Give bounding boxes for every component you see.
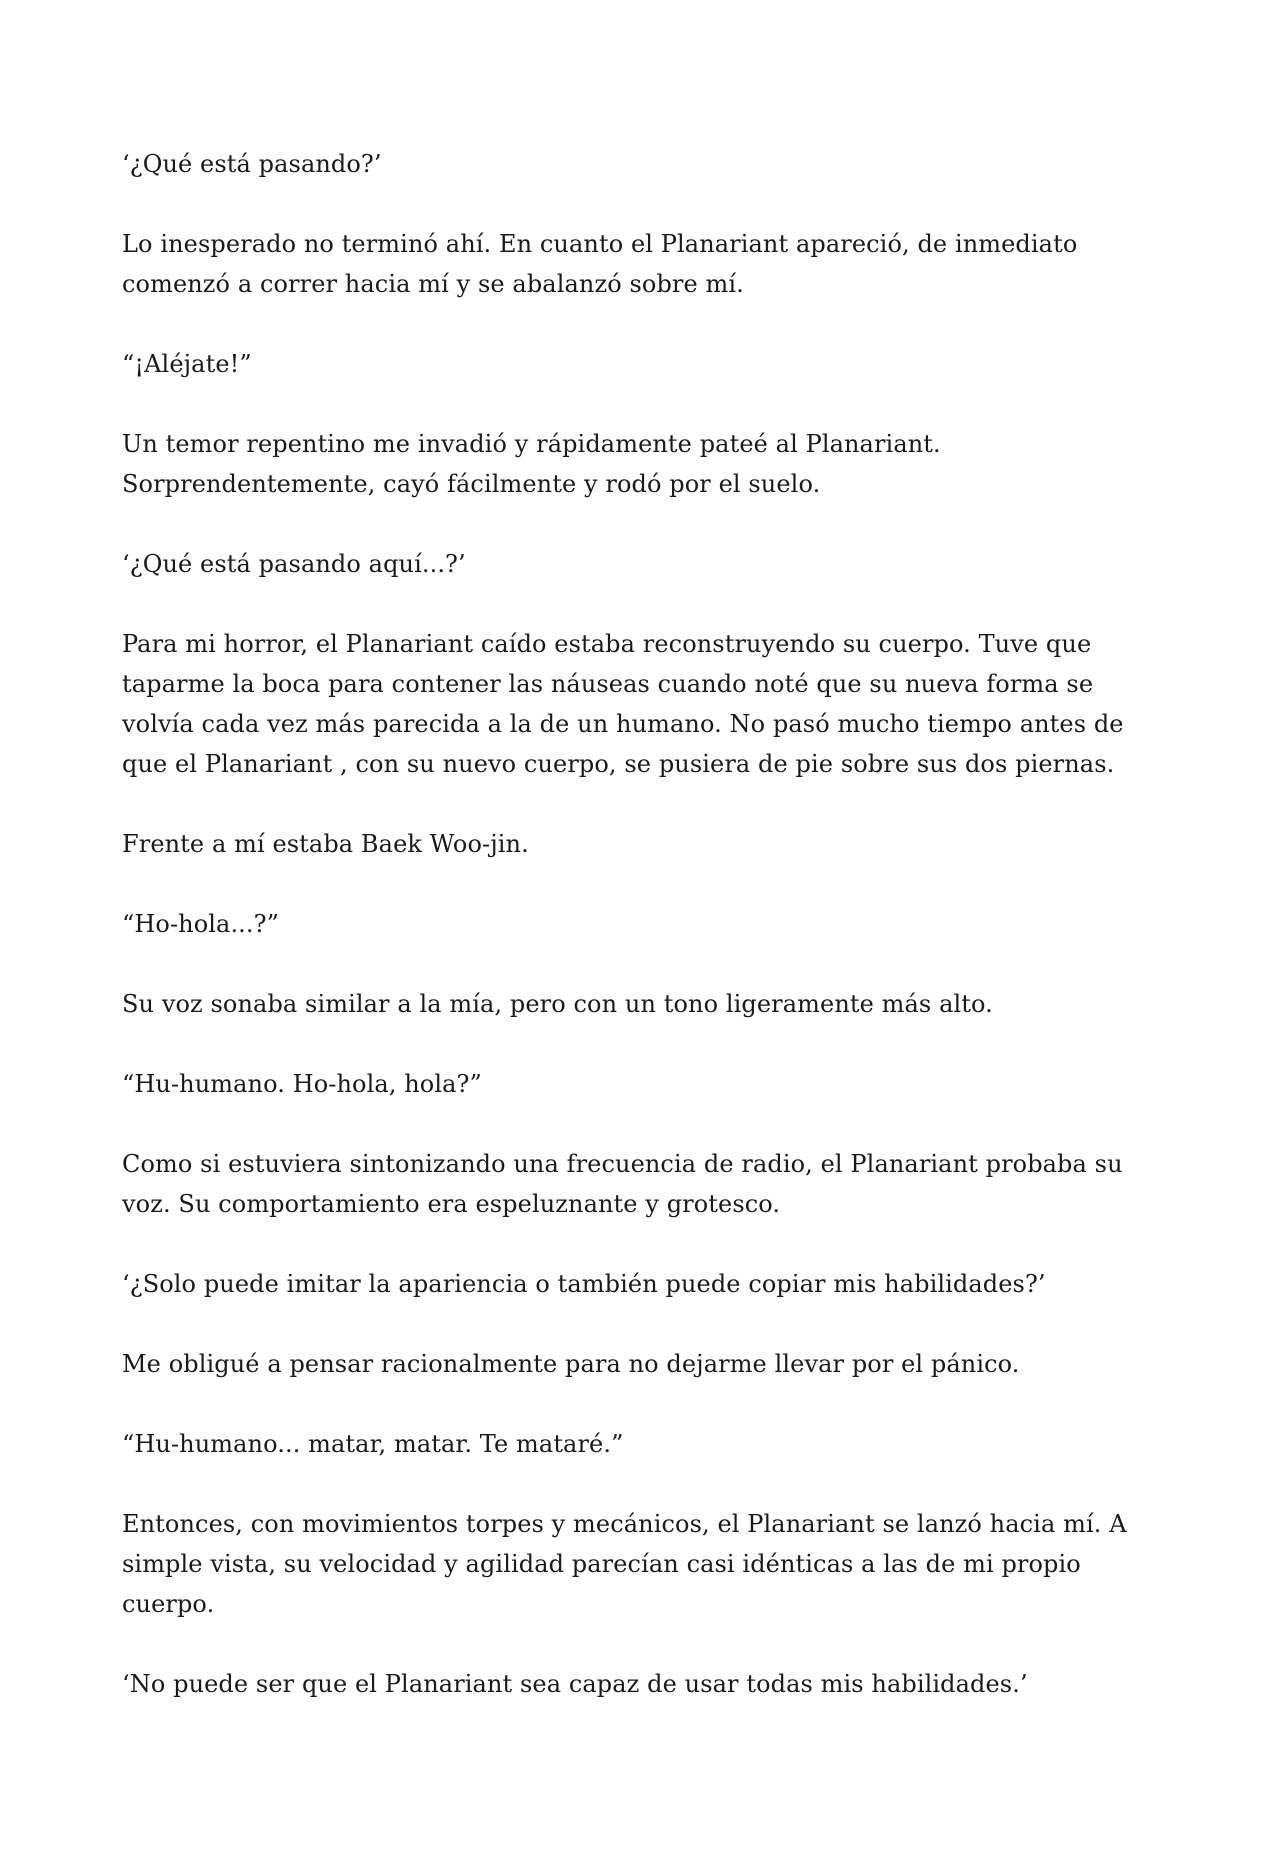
paragraph: Me obligué a pensar racionalmente para no dejarme llevar por el pánico. <box>122 1350 1020 1378</box>
paragraph: ‘¿Qué está pasando?’ <box>122 150 382 178</box>
paragraph: Lo inesperado no terminó ahí. En cuanto el Planariant apareció, de inmediato comenzó a correr hacia mí y se abalanzó sobre mí. <box>122 230 1078 298</box>
paragraph: “¡Aléjate!” <box>122 350 252 378</box>
paragraph: Entonces, con movimientos torpes y mecánicos, el Planariant se lanzó hacia mí. A simple vista, su velocidad y agilidad parecían casi idénticas a las de mi propio cuerpo. <box>122 1510 1127 1618</box>
paragraph: Como si estuviera sintonizando una frecuencia de radio, el Planariant probaba su voz. Su comportamiento era espeluznante y grotesco. <box>122 1150 1123 1218</box>
paragraph: ‘No puede ser que el Planariant sea capaz de usar todas mis habilidades.’ <box>122 1670 1028 1698</box>
paragraph: ‘¿Qué está pasando aquí...?’ <box>122 550 466 578</box>
paragraph: ‘¿Solo puede imitar la apariencia o también puede copiar mis habilidades?’ <box>122 1270 1046 1298</box>
paragraph: Frente a mí estaba Baek Woo-jin. <box>122 830 529 858</box>
document-page <box>122 144 1172 1744</box>
paragraph: “Hu-humano... matar, matar. Te mataré.” <box>122 1430 624 1458</box>
paragraph: Para mi horror, el Planariant caído estaba reconstruyendo su cuerpo. Tuve que taparme la boca para contener las náuseas cuando noté que su nueva forma se volvía cada vez más parecida a la de un humano. No pasó mucho tiempo antes de que el Planariant , con su nuevo cuerpo, se pusiera de pie sobre sus dos piernas. <box>122 630 1124 778</box>
paragraph: Su voz sonaba similar a la mía, pero con un tono ligeramente más alto. <box>122 990 993 1018</box>
paragraph: Un temor repentino me invadió y rápidamente pateé al Planariant. Sorprendentemente, cayó fácilmente y rodó por el suelo. <box>122 430 941 498</box>
paragraph: “Hu-humano. Ho-hola, hola?” <box>122 1070 482 1098</box>
paragraph: “Ho-hola...?” <box>122 910 279 938</box>
